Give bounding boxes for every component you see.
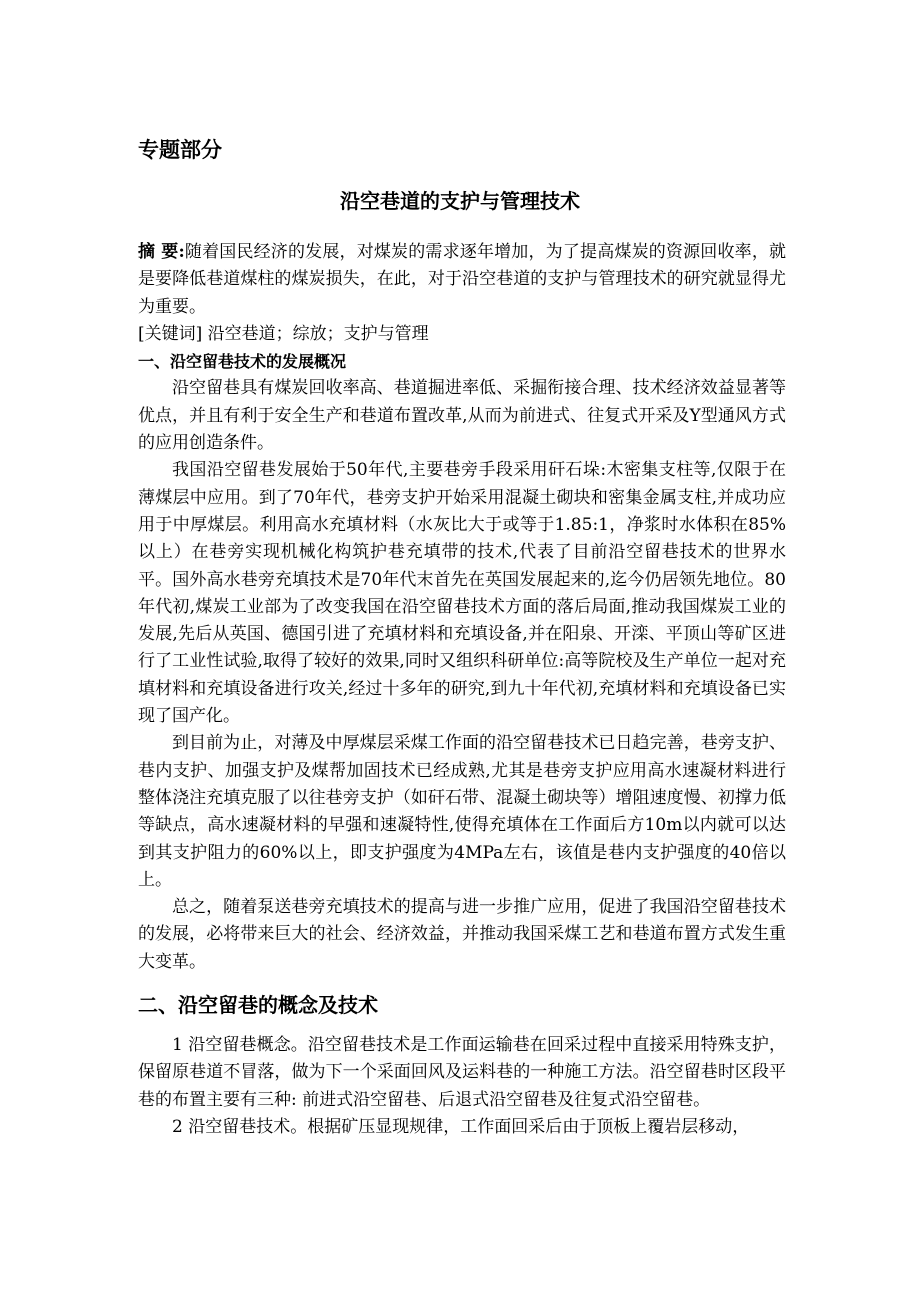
section1-paragraph: 我国沿空留巷发展始于50年代,主要巷旁手段采用矸石垛:木密集支柱等,仅限于在薄煤层中应用。到了70年代，巷旁支护开始采用混凝土砌块和密集金属支柱,并成功应用于中厚煤层。利用高水充填材料（水灰比大于或等于1.85:1，净浆时水体积在85%以上）在巷旁实现机械化构筑护巷充填带的技术,代表了目前沿空留巷技术的世界水平。国外高水巷旁充填技术是70年代末首先在英国发展起来的,迄今仍居领先地位。80年代初,煤炭工业部为了改变我国在沿空留巷技术方面的落后局面,推动我国煤炭工业的发展,先后从英国、德国引进了充填材料和充填设备,并在阳泉、开滦、平顶山等矿区进行了工业性试验,取得了较好的效果,同时又组织科研单位:高等院校及生产单位一起对充填材料和充填设备进行攻关,经过十多年的研究,到九十年代初,充填材料和充填设备已实现了国产化。 xyxy=(138,460,786,727)
document-title: 沿空巷道的支护与管理技术 xyxy=(340,189,580,213)
section2-heading: 二、沿空留巷的概念及技术 xyxy=(138,993,378,1018)
section1-heading: 一、沿空留巷技术的发展概况 xyxy=(138,352,347,372)
abstract-label: 摘 要: xyxy=(138,242,185,262)
section2-paragraph: 2 沿空留巷技术。根据矿压显现规律，工作面回采后由于顶板上覆岩层移动， xyxy=(172,1116,750,1137)
keywords-label: [关键词] xyxy=(138,323,203,344)
abstract-paragraph xyxy=(138,239,786,321)
section1-paragraph: 沿空留巷具有煤炭回收率高、巷道掘进率低、采掘衔接合理、技术经济效益显著等优点，并且有利于安全生产和巷道布置改革,从而为前进式、往复式开采及Y型通风方式的应用创造条件。 xyxy=(138,378,786,454)
section1-paragraph: 总之，随着泵送巷旁充填技术的提高与进一步推广应用，促进了我国沿空留巷技术的发展，必将带来巨大的社会、经济效益，并推动我国采煤工艺和巷道布置方式发生重大变革。 xyxy=(138,897,786,972)
abstract-text: 随着国民经济的发展，对煤炭的需求逐年增加，为了提高煤炭的资源回收率，就是要降低巷道煤柱的煤炭损失，在此，对于沿空巷道的支护与管理技术的研究就显得尤为重要。 xyxy=(138,242,786,317)
document-body xyxy=(138,239,786,1141)
section1-paragraph: 到目前为止，对薄及中厚煤层采煤工作面的沿空留巷技术已日趋完善，巷旁支护、巷内支护、加强支护及煤帮加固技术已经成熟,尤其是巷旁支护应用高水速凝材料进行整体浇注充填克服了以往巷旁支护（如矸石带、混凝土砌块等）增阻速度慢、初撑力低等缺点，高水速凝材料的早强和速凝特性,使得充填体在工作面后方10m以内就可以达到其支护阻力的60%以上，即支护强度为4MPa左右，该值是巷内支护强度的40倍以上。 xyxy=(138,733,786,890)
section2-paragraph: 1 沿空留巷概念。沿空留巷技术是工作面运输巷在回采过程中直接采用特殊支护，保留原巷道不冒落，做为下一个采面回风及运料巷的一种施工方法。沿空留巷时区段平巷的布置主要有三种: 前进式沿空留巷、后退式沿空留巷及往复式沿空留巷。 xyxy=(138,1035,786,1110)
keywords-text: 沿空巷道；综放；支护与管理 xyxy=(202,323,429,344)
section-label: 专题部分 xyxy=(138,138,222,162)
keywords-paragraph xyxy=(138,321,786,348)
